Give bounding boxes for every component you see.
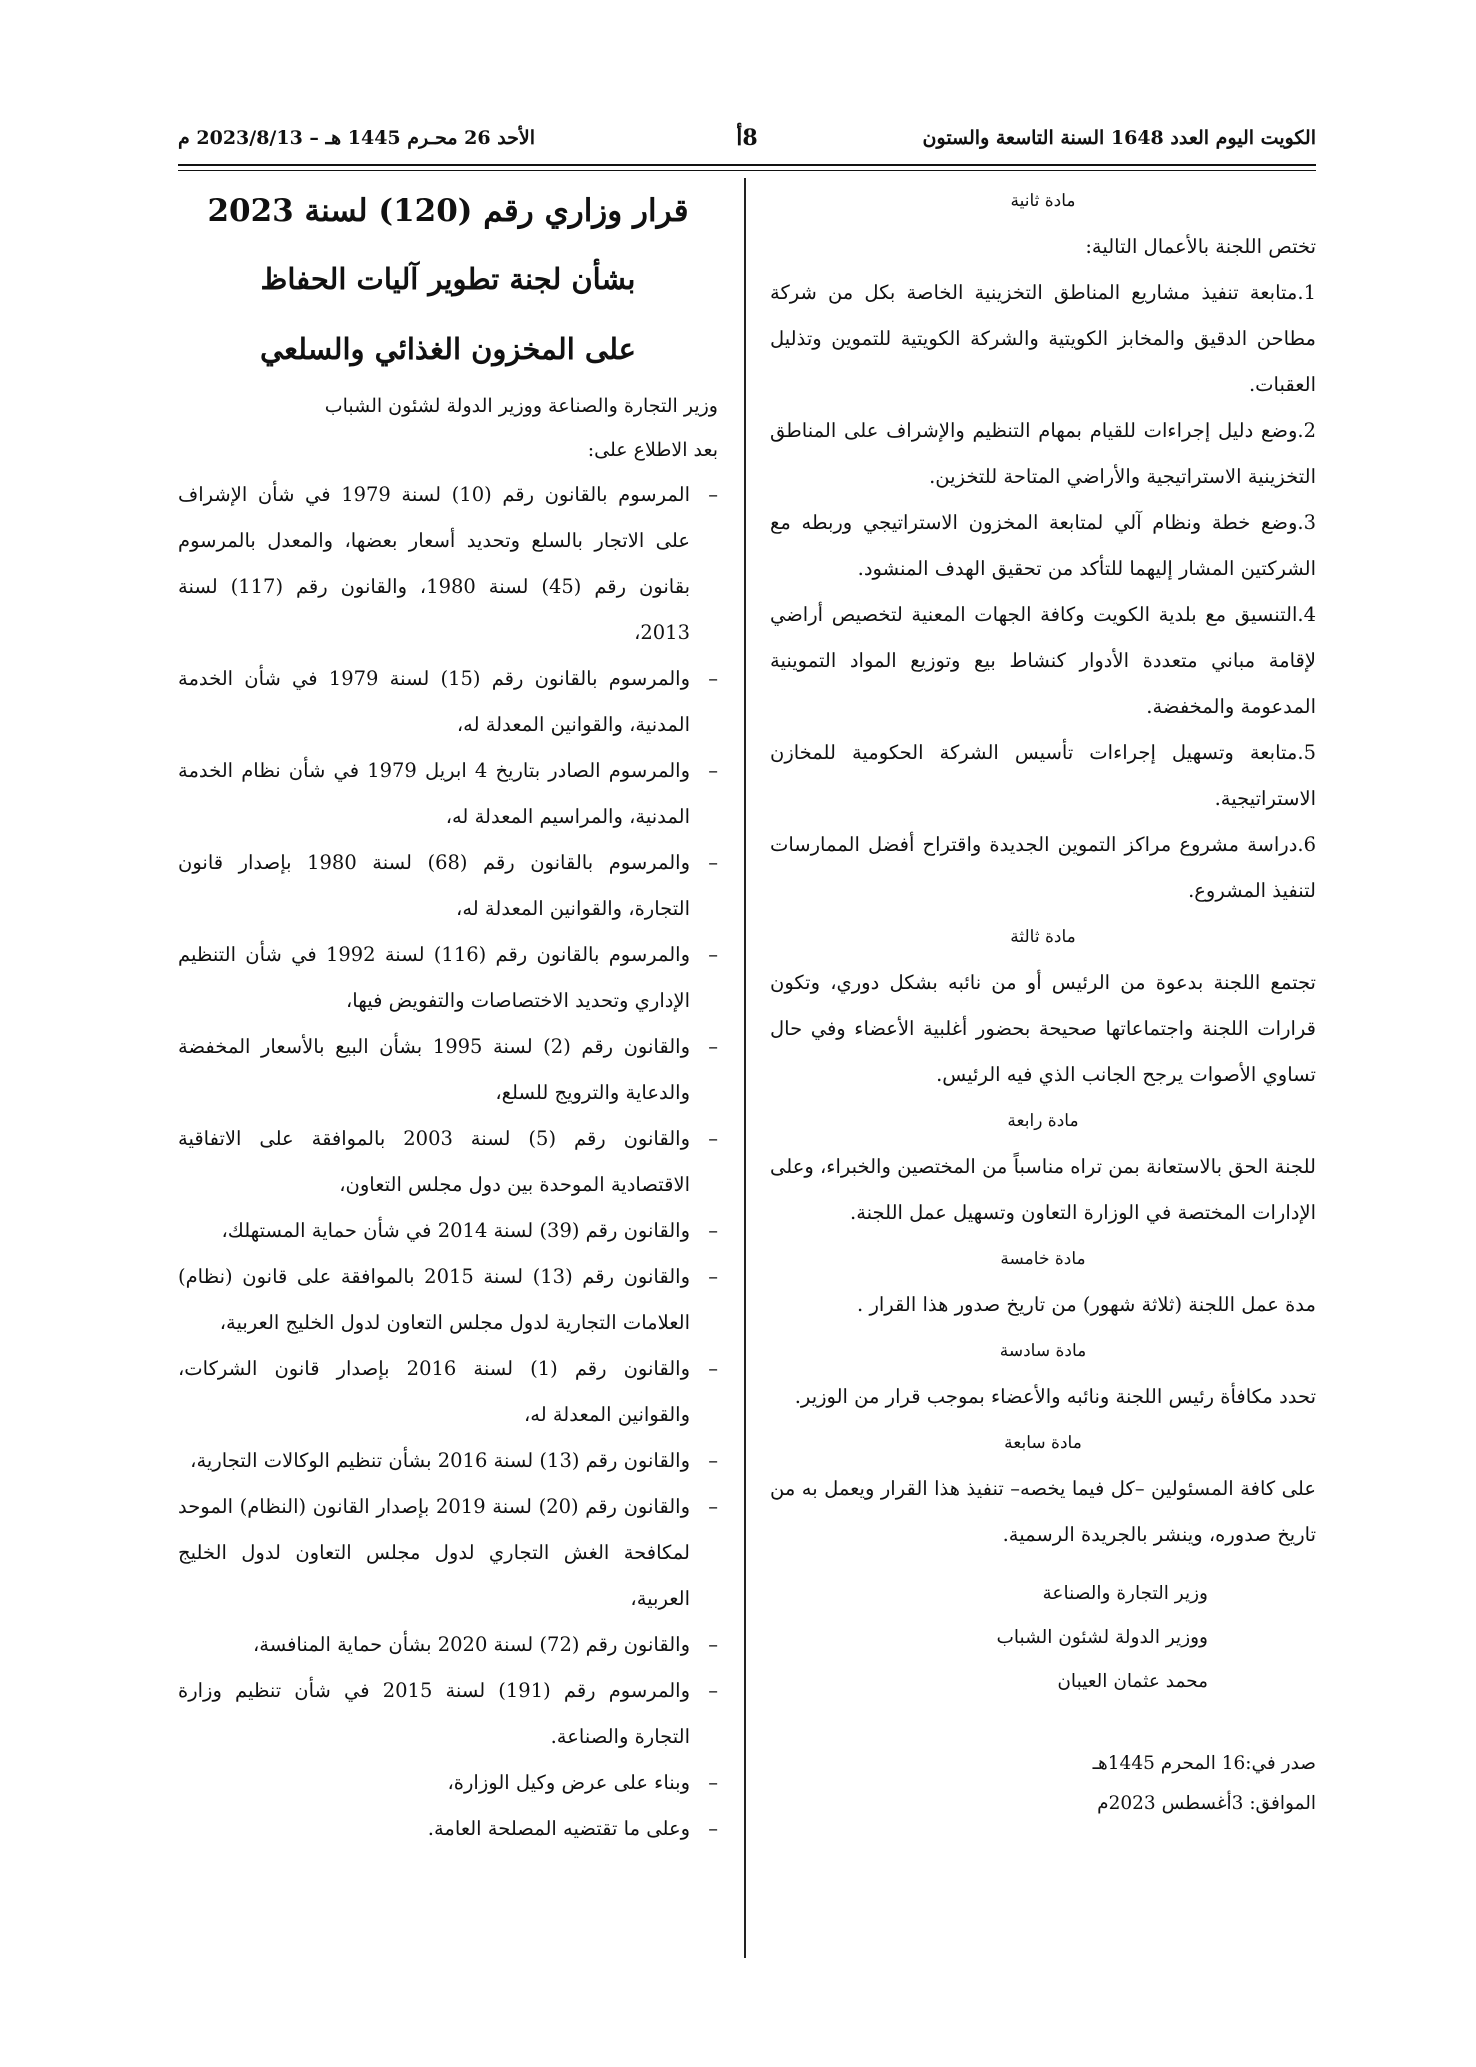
dash-marker: –: [708, 1495, 719, 1518]
recital-item: [178, 1346, 718, 1438]
signature-block: [770, 1572, 1316, 1704]
recital-item: [178, 1484, 718, 1622]
issue-date-block: [770, 1744, 1316, 1824]
recital-item: [178, 656, 718, 748]
recital-text: والقانون رقم (13) لسنة 2016 بشأن تنظيم الوكالات التجارية،: [190, 1449, 690, 1472]
dash-marker: –: [708, 1817, 718, 1840]
article-4-text: للجنة الحق بالاستعانة بمن تراه مناسباً من المختصين والخبراء، وعلى الإدارات المختصة في الوزارة التعاون وتسهيل عمل اللجنة.: [770, 1155, 1316, 1224]
dash-marker: –: [708, 1219, 718, 1242]
article-3-text: تجتمع اللجنة بدعوة من الرئيس أو من نائبه بشكل دوري، وتكون قرارات اللجنة واجتماعاتها صحيحة بحضور أغلبية الأعضاء وفي حال تساوي الأصوات يرجح الجانب الذي فيه الرئيس.: [770, 971, 1316, 1086]
article-2-intro: تختص اللجنة بالأعمال التالية:: [1085, 235, 1316, 258]
recital-text: والقانون رقم (2) لسنة 1995 بشأن البيع بالأسعار المخفضة والدعاية والترويج للسلع،: [178, 1035, 690, 1104]
dash-marker: –: [708, 667, 718, 690]
dash-marker: –: [708, 1449, 718, 1472]
page-header: [178, 118, 1316, 158]
recital-item: [178, 1668, 718, 1760]
decree-title: قرار وزاري رقم (120) لسنة 2023: [207, 193, 689, 229]
left-column: [178, 178, 718, 1852]
recital-item: [178, 1254, 718, 1346]
recital-item: [178, 1760, 718, 1806]
right-column: [770, 178, 1316, 1824]
recital-item: [178, 932, 718, 1024]
article-2-item: 4.التنسيق مع بلدية الكويت وكافة الجهات المعنية لتخصيص أراضي لإقامة مباني متعددة الأدوار كنشاط بيع وتوزيع المواد التموينية المدعومة والمخفضة.: [770, 603, 1316, 718]
recital-item: [178, 472, 718, 656]
header-issue-info: الكويت اليوم العدد 1648 السنة التاسعة والستون: [922, 127, 1316, 149]
decree-issuer: وزير التجارة والصناعة ووزير الدولة لشئون الشباب: [324, 395, 718, 417]
article-6-text: تحدد مكافأة رئيس اللجنة ونائبه والأعضاء بموجب قرار من الوزير.: [794, 1385, 1316, 1408]
recital-text: والقانون رقم (20) لسنة 2019 بإصدار القانون (النظام) الموحد لمكافحة الغش التجاري لدول مجلس التعاون لدول الخليج العربية،: [178, 1495, 691, 1610]
signature-title-1: وزير التجارة والصناعة: [1042, 1583, 1208, 1604]
header-page-number: 8أ: [736, 125, 758, 151]
article-4-title: مادة رابعة: [1007, 1111, 1079, 1131]
signature-name: محمد عثمان العيبان: [1057, 1671, 1208, 1692]
article-7-text: على كافة المسئولين –كل فيما يخصه– تنفيذ هذا القرار ويعمل به من تاريخ صدوره، وينشر بالجريدة الرسمية.: [770, 1477, 1316, 1546]
recital-item: [178, 840, 718, 932]
recital-text: والمرسوم بالقانون رقم (68) لسنة 1980 بإصدار قانون التجارة، والقوانين المعدلة له،: [178, 851, 690, 920]
recital-text: والمرسوم بالقانون رقم (15) لسنة 1979 في شأن الخدمة المدنية، والقوانين المعدلة له،: [178, 667, 690, 736]
recital-text: والمرسوم رقم (191) لسنة 2015 في شأن تنظيم وزارة التجارة والصناعة.: [178, 1679, 690, 1748]
recital-item: [178, 1622, 718, 1668]
article-5-title: مادة خامسة: [1000, 1249, 1086, 1269]
article-6-title: مادة سادسة: [999, 1341, 1087, 1361]
article-2-item: 5.متابعة وتسهيل إجراءات تأسيس الشركة الحكومية للمخازن الاستراتيجية.: [770, 741, 1316, 810]
recital-text: والقانون رقم (72) لسنة 2020 بشأن حماية المنافسة،: [252, 1633, 690, 1656]
dash-marker: –: [708, 1679, 718, 1702]
recital-text: والقانون رقم (39) لسنة 2014 في شأن حماية المستهلك،: [221, 1219, 690, 1242]
issued-date-hijri: صدر في:16 المحرم 1445هـ: [1092, 1753, 1316, 1774]
decree-subject-line-2: على المخزون الغذائي والسلعي: [260, 332, 636, 366]
article-2-title: مادة ثانية: [1010, 191, 1076, 211]
issued-date-gregorian: الموافق: 3أغسطس 2023م: [1097, 1793, 1316, 1814]
dash-marker: –: [708, 759, 718, 782]
column-divider: [744, 178, 746, 1958]
dash-marker: –: [708, 1633, 718, 1656]
article-2-item: 1.متابعة تنفيذ مشاريع المناطق التخزينية الخاصة بكل من شركة مطاحن الدقيق والمخابز الكويتية والشركة الكويتية للتموين وتذليل العقبات.: [770, 281, 1316, 396]
article-2-item: 6.دراسة مشروع مراكز التموين الجديدة واقتراح أفضل الممارسات لتنفيذ المشروع.: [770, 833, 1316, 902]
dash-marker: –: [708, 1357, 719, 1380]
recital-text: والقانون رقم (1) لسنة 2016 بإصدار قانون الشركات، والقوانين المعدلة له،: [178, 1357, 691, 1426]
recital-text: والمرسوم الصادر بتاريخ 4 ابريل 1979 في شأن نظام الخدمة المدنية، والمراسيم المعدلة له،: [178, 759, 690, 828]
dash-marker: –: [708, 851, 718, 874]
dash-marker: –: [708, 1771, 718, 1794]
recital-item: [178, 1024, 718, 1116]
article-7-title: مادة سابعة: [1004, 1433, 1082, 1453]
dash-marker: –: [708, 483, 719, 506]
recital-item: [178, 748, 718, 840]
article-2-item: 2.وضع دليل إجراءات للقيام بمهام التنظيم والإشراف على المناطق التخزينية الاستراتيجية والأراضي المتاحة للتخزين.: [770, 419, 1316, 488]
recital-item: [178, 1438, 718, 1484]
dash-marker: –: [708, 1127, 718, 1150]
recital-text: وبناء على عرض وكيل الوزارة،: [447, 1771, 690, 1794]
recital-text: وعلى ما تقتضيه المصلحة العامة.: [427, 1817, 690, 1840]
header-date: الأحد 26 محـرم 1445 هـ – 2023/8/13 م: [178, 127, 536, 149]
recital-item: [178, 1806, 718, 1852]
article-2-item: 3.وضع خطة ونظام آلي لمتابعة المخزون الاستراتيجي وربطه مع الشركتين المشار إليهما للتأكد من تحقيق الهدف المنشود.: [770, 511, 1316, 580]
recital-item: [178, 1116, 718, 1208]
dash-marker: –: [708, 1265, 718, 1288]
article-5-text: مدة عمل اللجنة (ثلاثة شهور) من تاريخ صدور هذا القرار .: [857, 1293, 1316, 1316]
dash-marker: –: [708, 943, 718, 966]
recital-text: والمرسوم بالقانون رقم (116) لسنة 1992 في شأن التنظيم الإداري وتحديد الاختصاصات والتفويض فيها،: [178, 943, 690, 1012]
recital-text: والقانون رقم (13) لسنة 2015 بالموافقة على قانون (نظام) العلامات التجارية لدول مجلس التعاون لدول الخليج العربية،: [178, 1265, 690, 1334]
after-review-label: بعد الاطلاع على:: [587, 439, 718, 461]
recital-text: والقانون رقم (5) لسنة 2003 بالموافقة على الاتفاقية الاقتصادية الموحدة بين دول مجلس التعاون،: [178, 1127, 690, 1196]
signature-title-2: ووزير الدولة لشئون الشباب: [996, 1627, 1208, 1648]
recital-item: [178, 1208, 718, 1254]
recital-text: المرسوم بالقانون رقم (10) لسنة 1979 في شأن الإشراف على الاتجار بالسلع وتحديد أسعار بعضها، والمعدل بالمرسوم بقانون رقم (45) لسنة 1980، والقانون رقم (117) لسنة 2013،: [178, 483, 691, 644]
decree-subject-line-1: بشأن لجنة تطوير آليات الحفاظ: [260, 262, 636, 296]
header-rule-thick: [178, 164, 1316, 166]
dash-marker: –: [708, 1035, 718, 1058]
article-3-title: مادة ثالثة: [1010, 927, 1076, 947]
header-rule-thin: [178, 170, 1316, 171]
